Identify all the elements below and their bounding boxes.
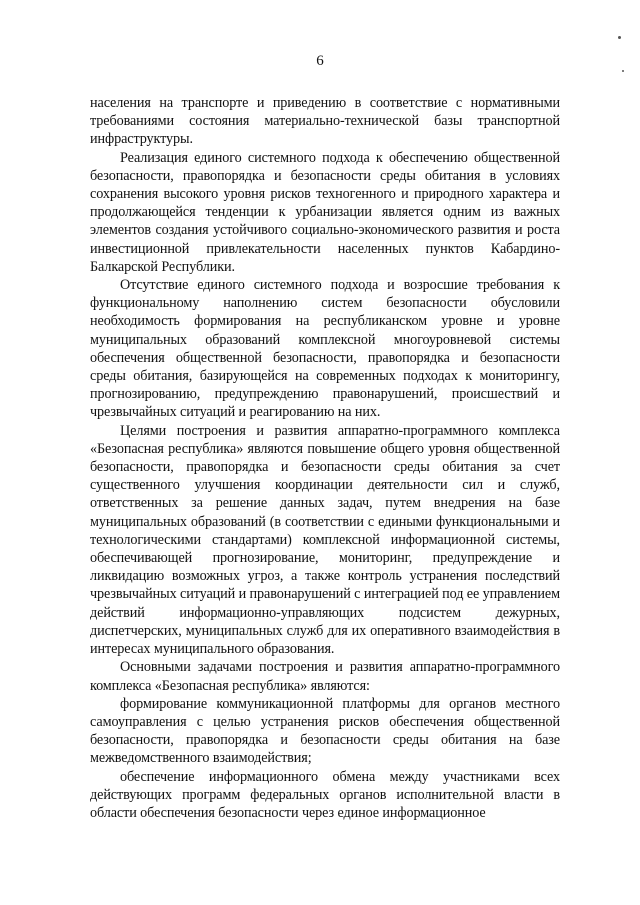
paragraph-continuation: населения на транспорте и приведению в соответствие с нормативными требованиями состояния материально-технической базы транспортной инфраструктуры. [90,95,560,148]
paragraph-tasks-intro: Основными задачами построения и развития аппаратно-программного комплекса «Безопасная республика» являются: [90,659,560,694]
paragraph-unified-approach: Реализация единого системного подхода к обеспечению общественной безопасности, правопорядка и безопасности среды обитания в условиях сохранения высокого уровня рисков техногенного и природного характера и продолжающейся тенденции к урбанизации является одним из важных элементов создания устойчивого социально-экономического развития и роста инвестиционной привлекательности населенных пунктов Кабардино-Балкарской Республики. [90,149,560,275]
paragraph-task-info-exchange: обеспечение информационного обмена между участниками всех действующих программ федеральных органов исполнительной власти в области обеспечения безопасности через единое информационное [90,768,560,821]
document-body [90,94,560,822]
scan-speck [622,70,624,72]
paragraph-task-platform: формирование коммуникационной платформы для органов местного самоуправления с целью устранения рисков обеспечения общественной безопасности, правопорядка и безопасности среды обитания на базе межведомственного взаимодействия; [90,695,560,767]
paragraph-lack-of-approach: Отсутствие единого системного подхода и возросшие требования к функциональному наполнению систем безопасности обусловили необходимость формирования на республиканском уровне и уровне муниципальных образований комплексной многоуровневой системы обеспечения общественной безопасности, правопорядка и безопасности среды обитания, базирующейся на современных подходах к мониторингу, прогнозированию, предупреждению правонарушений, происшествий и чрезвычайных ситуаций и реагированию на них. [90,277,560,421]
paragraph-goals: Целями построения и развития аппаратно-программного комплекса «Безопасная республика» являются повышение общего уровня общественной безопасности, правопорядка и безопасности среды обитания за счет существенного улучшения координации деятельности сил и служб, ответственных за решение данных задач, путем внедрения на базе муниципальных образований (в соответствии с едиными функциональными и технологическими стандартами) комплексной информационной системы, обеспечивающей прогнозирование, мониторинг, предупреждение и ликвидацию возможных угроз, а также контроль устранения последствий чрезвычайных ситуаций и правонарушений с интеграцией под ее управлением действий информационно-управляющих подсистем дежурных, диспетчерских, муниципальных служб для их оперативного взаимодействия в интересах муниципального образования. [90,422,560,658]
scan-speck [618,36,621,39]
page-number: 6 [316,53,324,69]
